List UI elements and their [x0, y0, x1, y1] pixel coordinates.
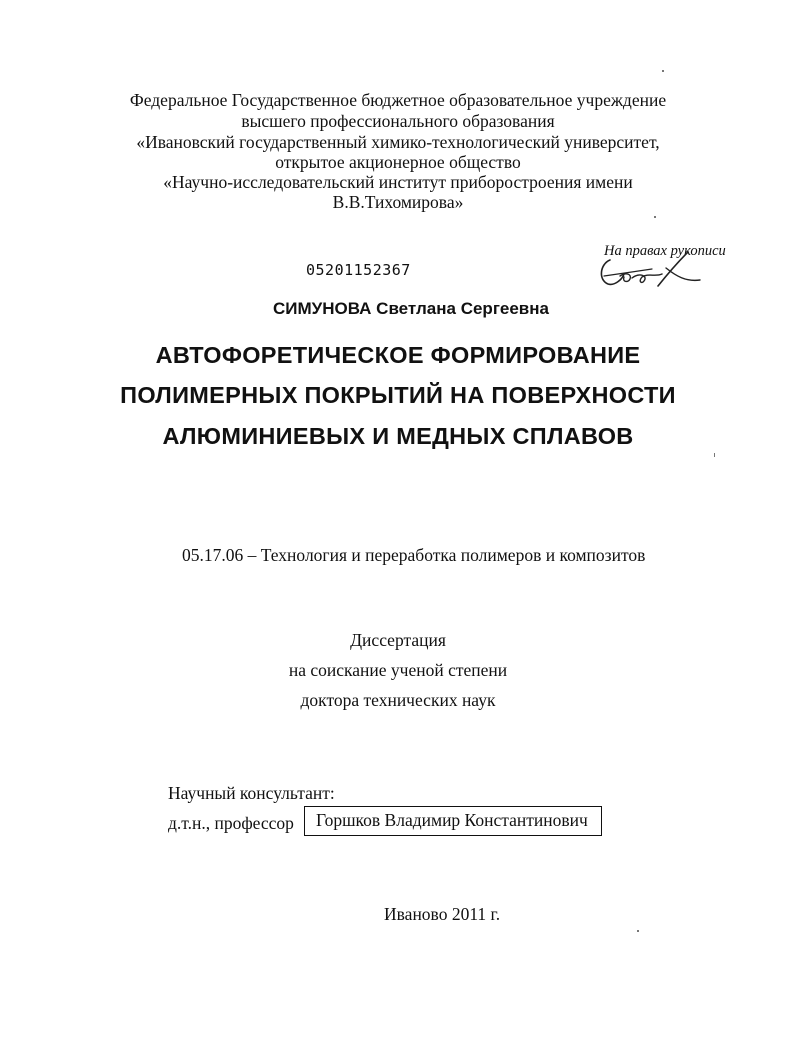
specialty-code: 05.17.06 – Технология и переработка полимеров и композитов [182, 545, 646, 565]
consultant-name-box: Горшков Владимир Константинович [304, 806, 602, 836]
consultant-label: Научный консультант: [168, 783, 335, 803]
title-line: АЛЮМИНИЕВЫХ И МЕДНЫХ СПЛАВОВ [162, 423, 634, 449]
degree-line: Диссертация [350, 630, 446, 650]
place-year: Иваново 2011 г. [384, 904, 501, 924]
author-name: СИМУНОВА Светлана Сергеевна [273, 299, 549, 318]
org-line: В.В.Тихомирова» [332, 192, 464, 212]
org-line: «Ивановский государственный химико-технологический университет, [136, 132, 660, 152]
scan-speck [714, 453, 715, 457]
org-line: высшего профессионального образования [241, 111, 555, 131]
scan-speck [637, 930, 639, 932]
handwritten-signature [596, 246, 706, 294]
org-line: открытое акционерное общество [275, 152, 521, 172]
scan-speck [662, 70, 664, 72]
org-line: Федеральное Государственное бюджетное образовательное учреждение [129, 90, 667, 110]
document-code: 05201152367 [306, 261, 411, 279]
degree-line: доктора технических наук [300, 690, 496, 710]
degree-line: на соискание ученой степени [288, 660, 508, 680]
org-line: «Научно-исследовательский институт приборостроения имени [163, 172, 633, 192]
manuscript-rights-label: На правах рукописи [604, 243, 726, 259]
title-line: ПОЛИМЕРНЫХ ПОКРЫТИЙ НА ПОВЕРХНОСТИ [120, 382, 676, 408]
consultant-rank: д.т.н., профессор [168, 813, 294, 833]
scan-speck [654, 216, 656, 218]
title-line: АВТОФОРЕТИЧЕСКОЕ ФОРМИРОВАНИЕ [155, 342, 641, 368]
